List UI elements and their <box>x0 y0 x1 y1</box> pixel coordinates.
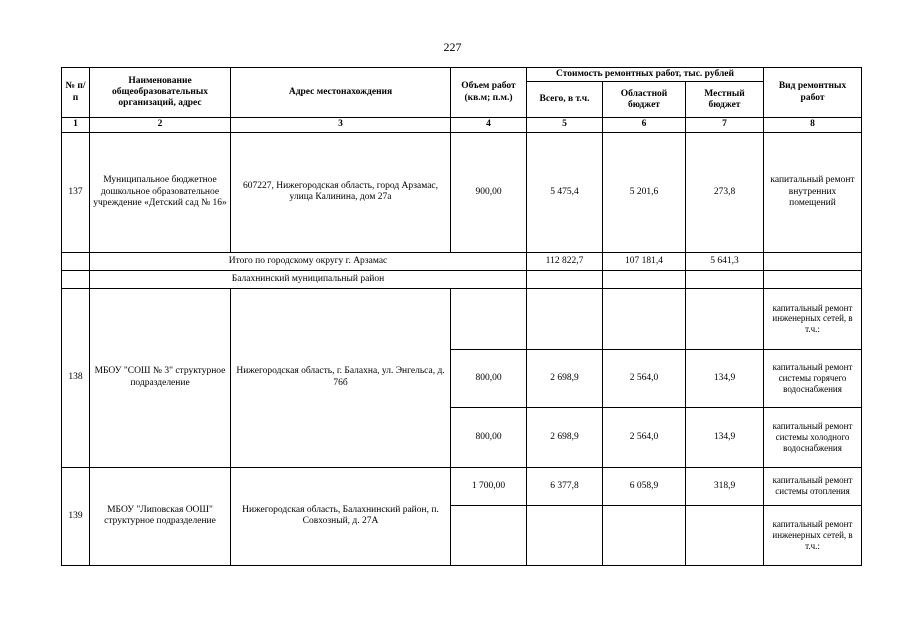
org-address: Нижегородская область, г. Балахна, ул. Энгельса, д. 76б <box>231 288 451 467</box>
empty-cell <box>527 288 603 349</box>
header-name: Наименование общеобразовательных организаций, адрес <box>90 68 231 118</box>
column-number: 3 <box>231 118 451 132</box>
header-row-1 <box>62 68 862 82</box>
work-volume: 800,00 <box>451 407 527 467</box>
cost-local: 318,9 <box>686 467 764 505</box>
cost-local: 134,9 <box>686 349 764 407</box>
empty-cell <box>603 288 686 349</box>
header-num: № п/п <box>62 68 90 118</box>
cost-total: 2 698,9 <box>527 349 603 407</box>
work-type: капитальный ремонт системы горячего водоснабжения <box>764 349 862 407</box>
work-type: капитальный ремонт инженерных сетей, в т.ч.: <box>764 288 862 349</box>
total-local: 5 641,3 <box>686 252 764 270</box>
work-volume: 900,00 <box>451 132 527 252</box>
column-numbers-row <box>62 118 862 132</box>
work-type: капитальный ремонт системы отопления <box>764 467 862 505</box>
total-label: Итого по городскому округу г. Арзамас <box>90 252 527 270</box>
empty-cell <box>527 270 603 288</box>
page-number: 227 <box>443 40 462 54</box>
header-volume: Объем работ (кв.м; п.м.) <box>451 68 527 118</box>
empty-cell <box>764 270 862 288</box>
column-number: 5 <box>527 118 603 132</box>
empty-cell <box>451 288 527 349</box>
header-regional: Областной бюджет <box>603 82 686 118</box>
cost-regional: 5 201,6 <box>603 132 686 252</box>
header-work-type: Вид ремонтных работ <box>764 68 862 118</box>
org-address: Нижегородская область, Балахнинский район, п. Совхозный, д. 27А <box>231 467 451 565</box>
cost-total: 2 698,9 <box>527 407 603 467</box>
empty-cell <box>686 505 764 565</box>
empty-cell <box>686 270 764 288</box>
empty-cell <box>686 288 764 349</box>
row-number: 139 <box>62 467 90 565</box>
cost-local: 134,9 <box>686 407 764 467</box>
table-row-district-header <box>62 270 862 288</box>
empty-cell <box>764 252 862 270</box>
empty-cell <box>603 270 686 288</box>
total-regional: 107 181,4 <box>603 252 686 270</box>
work-volume: 1 700,00 <box>451 467 527 505</box>
org-address: 607227, Нижегородская область, город Арзамас, улица Калинина, дом 27а <box>231 132 451 252</box>
empty-cell <box>451 505 527 565</box>
cost-total: 6 377,8 <box>527 467 603 505</box>
column-number: 2 <box>90 118 231 132</box>
empty-cell <box>62 252 90 270</box>
table-row-139-sub1 <box>62 467 862 505</box>
org-name: МБОУ "СОШ № 3" структурное подразделение <box>90 288 231 467</box>
work-volume: 800,00 <box>451 349 527 407</box>
header-total: Всего, в т.ч. <box>527 82 603 118</box>
repair-works-table <box>61 67 862 566</box>
cost-regional: 2 564,0 <box>603 349 686 407</box>
column-number: 8 <box>764 118 862 132</box>
cost-local: 273,8 <box>686 132 764 252</box>
table-row-138-sub1 <box>62 288 862 349</box>
cost-total: 5 475,4 <box>527 132 603 252</box>
column-number: 4 <box>451 118 527 132</box>
row-number: 137 <box>62 132 90 252</box>
table-row-137 <box>62 132 862 252</box>
header-local: Местный бюджет <box>686 82 764 118</box>
district-name: Балахнинский муниципальный район <box>90 270 527 288</box>
header-cost-group: Стоимость ремонтных работ, тыс. рублей <box>527 68 764 82</box>
cost-regional: 6 058,9 <box>603 467 686 505</box>
empty-cell <box>603 505 686 565</box>
work-type: капитальный ремонт внутренних помещений <box>764 132 862 252</box>
org-name: Муниципальное бюджетное дошкольное образовательное учреждение «Детский сад № 16» <box>90 132 231 252</box>
row-number: 138 <box>62 288 90 467</box>
work-type: капитальный ремонт инженерных сетей, в т.ч.: <box>764 505 862 565</box>
empty-cell <box>62 270 90 288</box>
column-number: 1 <box>62 118 90 132</box>
column-number: 6 <box>603 118 686 132</box>
empty-cell <box>527 505 603 565</box>
org-name: МБОУ "Липовская ООШ" структурное подразделение <box>90 467 231 565</box>
table-row-arzamas-total <box>62 252 862 270</box>
cost-regional: 2 564,0 <box>603 407 686 467</box>
header-address: Адрес местонахождения <box>231 68 451 118</box>
total-sum: 112 822,7 <box>527 252 603 270</box>
work-type: капитальный ремонт системы холодного водоснабжения <box>764 407 862 467</box>
column-number: 7 <box>686 118 764 132</box>
